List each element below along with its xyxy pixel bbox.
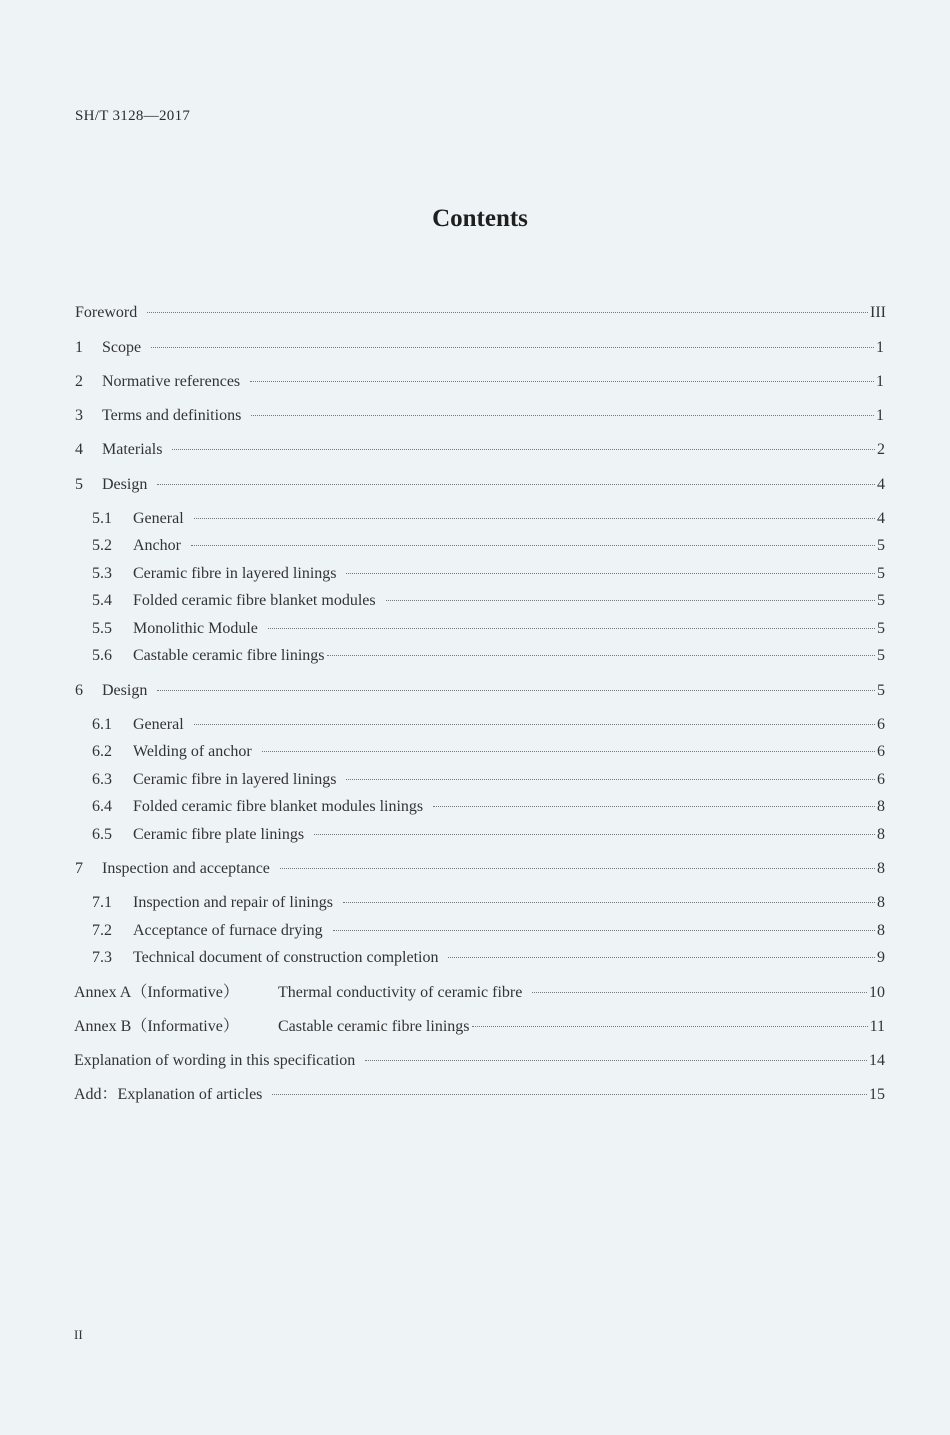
toc-entry[interactable] xyxy=(92,508,885,530)
toc-entry-label: Technical document of construction completion xyxy=(133,949,439,966)
toc-entry[interactable] xyxy=(75,680,885,702)
toc-entry-label: Castable ceramic fibre linings xyxy=(278,1018,470,1035)
toc-entry-label: Foreword xyxy=(75,304,138,321)
toc-entry-page: 8 xyxy=(877,860,885,877)
toc-entry[interactable] xyxy=(75,371,884,393)
dot-leader xyxy=(251,415,874,416)
toc-entry-label: Welding of anchor xyxy=(133,743,252,760)
toc-entry-label: Folded ceramic fibre blanket modules xyxy=(133,592,376,609)
toc-entry-page: 6 xyxy=(877,716,885,733)
toc-entry-number: Annex B（Informative） xyxy=(74,1018,239,1035)
dot-leader xyxy=(147,312,868,313)
dot-leader xyxy=(386,600,875,601)
toc-entry-number: 6.4 xyxy=(92,798,112,815)
toc-entry-page: 9 xyxy=(877,949,885,966)
toc-entry-label: Monolithic Module xyxy=(133,620,258,637)
toc-entry-number: 5.5 xyxy=(92,620,112,637)
dot-leader xyxy=(333,930,875,931)
toc-entry-label: Ceramic fibre in layered linings xyxy=(133,771,337,788)
toc-entry-page: 5 xyxy=(877,592,885,609)
toc-entry-number: 6.3 xyxy=(92,771,112,788)
dot-leader xyxy=(151,347,874,348)
toc-entry-page: 8 xyxy=(877,922,885,939)
page-title: Contents xyxy=(432,205,528,232)
dot-leader xyxy=(268,628,875,629)
toc-entry-page: 4 xyxy=(877,476,885,493)
toc-entry-page: III xyxy=(870,304,886,321)
toc-entry-number: Annex A（Informative） xyxy=(74,984,239,1001)
dot-leader xyxy=(433,806,875,807)
toc-entry-number: 5.1 xyxy=(92,510,112,527)
toc-entry[interactable] xyxy=(75,337,884,359)
dot-leader xyxy=(472,1026,867,1027)
toc-entry-label: Ceramic fibre in layered linings xyxy=(133,565,337,582)
dot-leader xyxy=(191,545,875,546)
toc-entry-page: 5 xyxy=(877,682,885,699)
toc-entry[interactable] xyxy=(92,920,885,942)
toc-entry-label: Design xyxy=(102,682,148,699)
toc-entry[interactable] xyxy=(92,563,885,585)
dot-leader xyxy=(194,518,875,519)
toc-entry[interactable] xyxy=(74,1050,885,1072)
toc-entry-label: Terms and definitions xyxy=(102,407,242,424)
dot-leader xyxy=(532,992,867,993)
dot-leader xyxy=(157,484,875,485)
dot-leader xyxy=(448,957,875,958)
toc-entry-label: Inspection and acceptance xyxy=(102,860,270,877)
dot-leader xyxy=(280,868,875,869)
toc-entry-label: General xyxy=(133,510,184,527)
toc-entry-number: 6.1 xyxy=(92,716,112,733)
toc-entry[interactable] xyxy=(92,714,885,736)
toc-entry-page: 5 xyxy=(877,647,885,664)
dot-leader xyxy=(172,449,875,450)
toc-entry[interactable] xyxy=(75,439,885,461)
toc-entry-number: 2 xyxy=(75,373,83,390)
toc-entry-label: Scope xyxy=(102,339,142,356)
dot-leader xyxy=(343,902,875,903)
toc-entry[interactable] xyxy=(92,947,885,969)
toc-entry-label: Thermal conductivity of ceramic fibre xyxy=(278,984,523,1001)
toc-entry[interactable] xyxy=(75,405,884,427)
toc-entry-label: Anchor xyxy=(133,537,181,554)
dot-leader xyxy=(194,724,875,725)
toc-entry-label: Design xyxy=(102,476,148,493)
toc-entry-page: 8 xyxy=(877,798,885,815)
toc-entry-number: 7.3 xyxy=(92,949,112,966)
dot-leader xyxy=(346,779,875,780)
dot-leader xyxy=(262,751,875,752)
toc-entry-label: Normative references xyxy=(102,373,241,390)
dot-leader xyxy=(365,1060,867,1061)
toc-entry-number: 1 xyxy=(75,339,83,356)
toc-entry[interactable] xyxy=(74,1084,885,1106)
toc-entry-page: 11 xyxy=(869,1018,885,1035)
toc-entry-label: Explanation of wording in this specification xyxy=(74,1052,356,1069)
dot-leader xyxy=(157,690,875,691)
toc-entry-label: Inspection and repair of linings xyxy=(133,894,333,911)
toc-entry-page: 1 xyxy=(876,407,884,424)
toc-entry-number: 7 xyxy=(75,860,83,877)
toc-entry-number: 5 xyxy=(75,476,83,493)
toc-entry[interactable] xyxy=(75,474,885,496)
toc-entry-page: 6 xyxy=(877,743,885,760)
toc-entry-number: 7.1 xyxy=(92,894,112,911)
dot-leader xyxy=(346,573,875,574)
toc-entry-label: Materials xyxy=(102,441,163,458)
toc-entry-number: 7.2 xyxy=(92,922,112,939)
toc-entry-number: 5.4 xyxy=(92,592,112,609)
toc-entry-number: 5.3 xyxy=(92,565,112,582)
toc-entry-number: 4 xyxy=(75,441,83,458)
toc-entry-number: 5.2 xyxy=(92,537,112,554)
toc-entry-number: 3 xyxy=(75,407,83,424)
dot-leader xyxy=(327,655,875,656)
toc-entry[interactable] xyxy=(75,302,886,324)
toc-entry[interactable] xyxy=(92,796,885,818)
dot-leader xyxy=(250,381,874,382)
toc-entry[interactable] xyxy=(92,645,885,667)
toc-entry[interactable] xyxy=(74,1016,885,1038)
toc-entry-page: 15 xyxy=(869,1086,885,1103)
toc-entry-number: 6 xyxy=(75,682,83,699)
toc-entry-label: Acceptance of furnace drying xyxy=(133,922,323,939)
toc-entry-page: 5 xyxy=(877,565,885,582)
toc-entry-page: 6 xyxy=(877,771,885,788)
toc-entry[interactable] xyxy=(75,858,885,880)
toc-entry-number: 6.5 xyxy=(92,826,112,843)
toc-entry[interactable] xyxy=(74,982,885,1004)
toc-entry-page: 14 xyxy=(869,1052,885,1069)
document-code: SH/T 3128—2017 xyxy=(75,108,191,124)
toc-entry-label: General xyxy=(133,716,184,733)
toc-entry[interactable] xyxy=(92,892,885,914)
toc-entry-page: 8 xyxy=(877,894,885,911)
toc-entry[interactable] xyxy=(92,618,885,640)
toc-entry-number: 5.6 xyxy=(92,647,112,664)
dot-leader xyxy=(314,834,875,835)
toc-entry[interactable] xyxy=(92,769,885,791)
dot-leader xyxy=(272,1094,867,1095)
toc-entry-page: 4 xyxy=(877,510,885,527)
toc-entry-number: 6.2 xyxy=(92,743,112,760)
toc-entry[interactable] xyxy=(92,590,885,612)
toc-entry-label: Ceramic fibre plate linings xyxy=(133,826,305,843)
toc-entry[interactable] xyxy=(92,824,885,846)
page-number: II xyxy=(74,1327,83,1342)
toc-entry-page: 1 xyxy=(876,373,884,390)
toc-entry[interactable] xyxy=(92,741,885,763)
toc-entry-page: 1 xyxy=(876,339,884,356)
toc-entry-page: 10 xyxy=(869,984,885,1001)
toc-entry-page: 2 xyxy=(877,441,885,458)
toc-entry-page: 8 xyxy=(877,826,885,843)
toc-entry-label: Add：Explanation of articles xyxy=(74,1086,263,1103)
toc-entry-label: Folded ceramic fibre blanket modules linings xyxy=(133,798,424,815)
toc-entry-page: 5 xyxy=(877,620,885,637)
toc-entry-page: 5 xyxy=(877,537,885,554)
toc-entry[interactable] xyxy=(92,535,885,557)
toc-entry-label: Castable ceramic fibre linings xyxy=(133,647,325,664)
